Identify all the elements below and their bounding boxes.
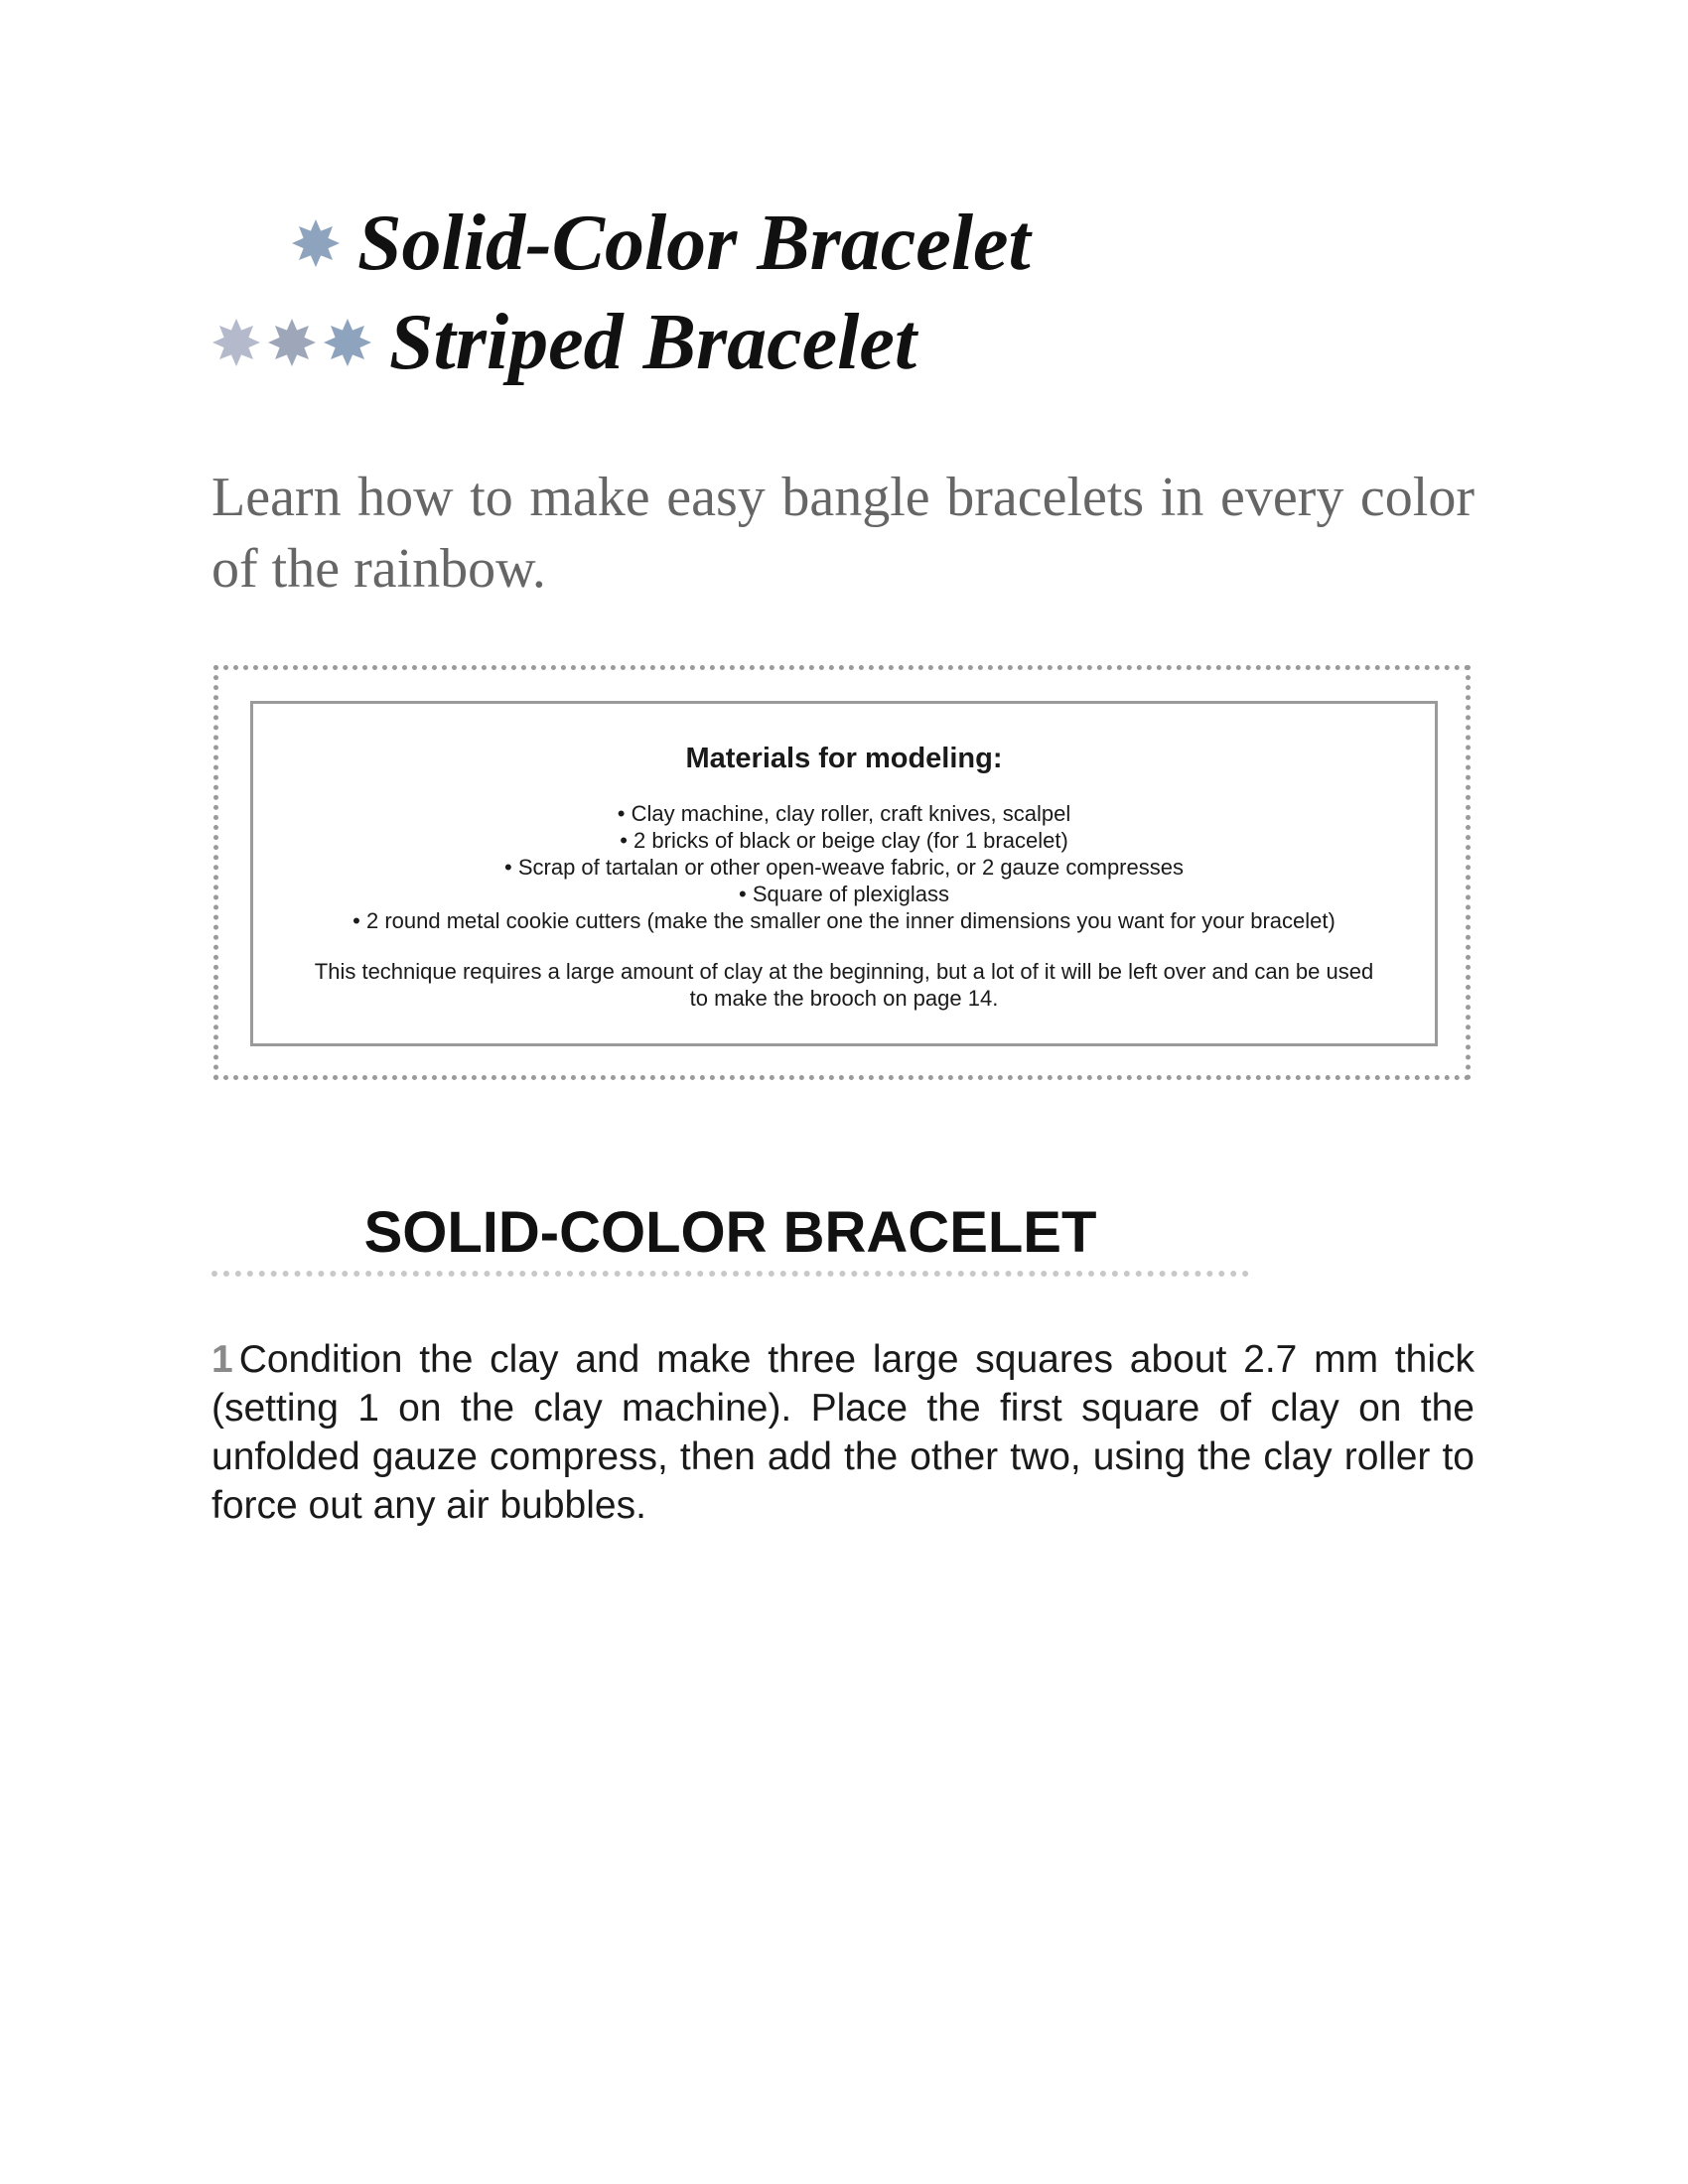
- star-icon: [322, 317, 373, 368]
- materials-list: [253, 800, 1435, 934]
- materials-item: • Scrap of tartalan or other open-weave fabric, or 2 gauze compresses: [253, 854, 1435, 881]
- star-icon: [290, 217, 342, 269]
- section-heading: SOLID-COLOR BRACELET: [211, 1201, 1249, 1277]
- materials-item: • 2 bricks of black or beige clay (for 1 bracelet): [253, 827, 1435, 854]
- materials-box: [250, 701, 1438, 1046]
- striped-title: Striped Bracelet: [389, 299, 917, 386]
- step-number: 1: [211, 1338, 233, 1381]
- star-icon: [211, 317, 262, 368]
- star-icon: [266, 317, 318, 368]
- solid-title: Solid-Color Bracelet: [357, 200, 1031, 287]
- step-text: Condition the clay and make three large squares about 2.7 mm thick (setting 1 on the clay machine). Place the first square of clay on the unfolded gauze compress, then add the other two, using the clay roller to force out any air bubbles.: [211, 1338, 1475, 1527]
- materials-item: • Square of plexiglass: [253, 881, 1435, 907]
- materials-item: • Clay machine, clay roller, craft knives, scalpel: [253, 800, 1435, 827]
- materials-item: • 2 round metal cookie cutters (make the smaller one the inner dimensions you want for your bracelet): [253, 907, 1435, 934]
- materials-heading: Materials for modeling:: [685, 743, 1003, 774]
- intro-paragraph: Learn how to make easy bangle bracelets in every color of the rainbow.: [211, 467, 1475, 600]
- step-1: [211, 1335, 1475, 1530]
- solid-difficulty-stars: [290, 217, 342, 269]
- striped-difficulty-stars: [211, 317, 373, 368]
- striped-title-row: [211, 299, 917, 386]
- solid-title-row: [290, 200, 1031, 287]
- materials-note: This technique requires a large amount of clay at the beginning, but a lot of it will be left over and can be used to make the brooch on page 14.: [314, 958, 1374, 1011]
